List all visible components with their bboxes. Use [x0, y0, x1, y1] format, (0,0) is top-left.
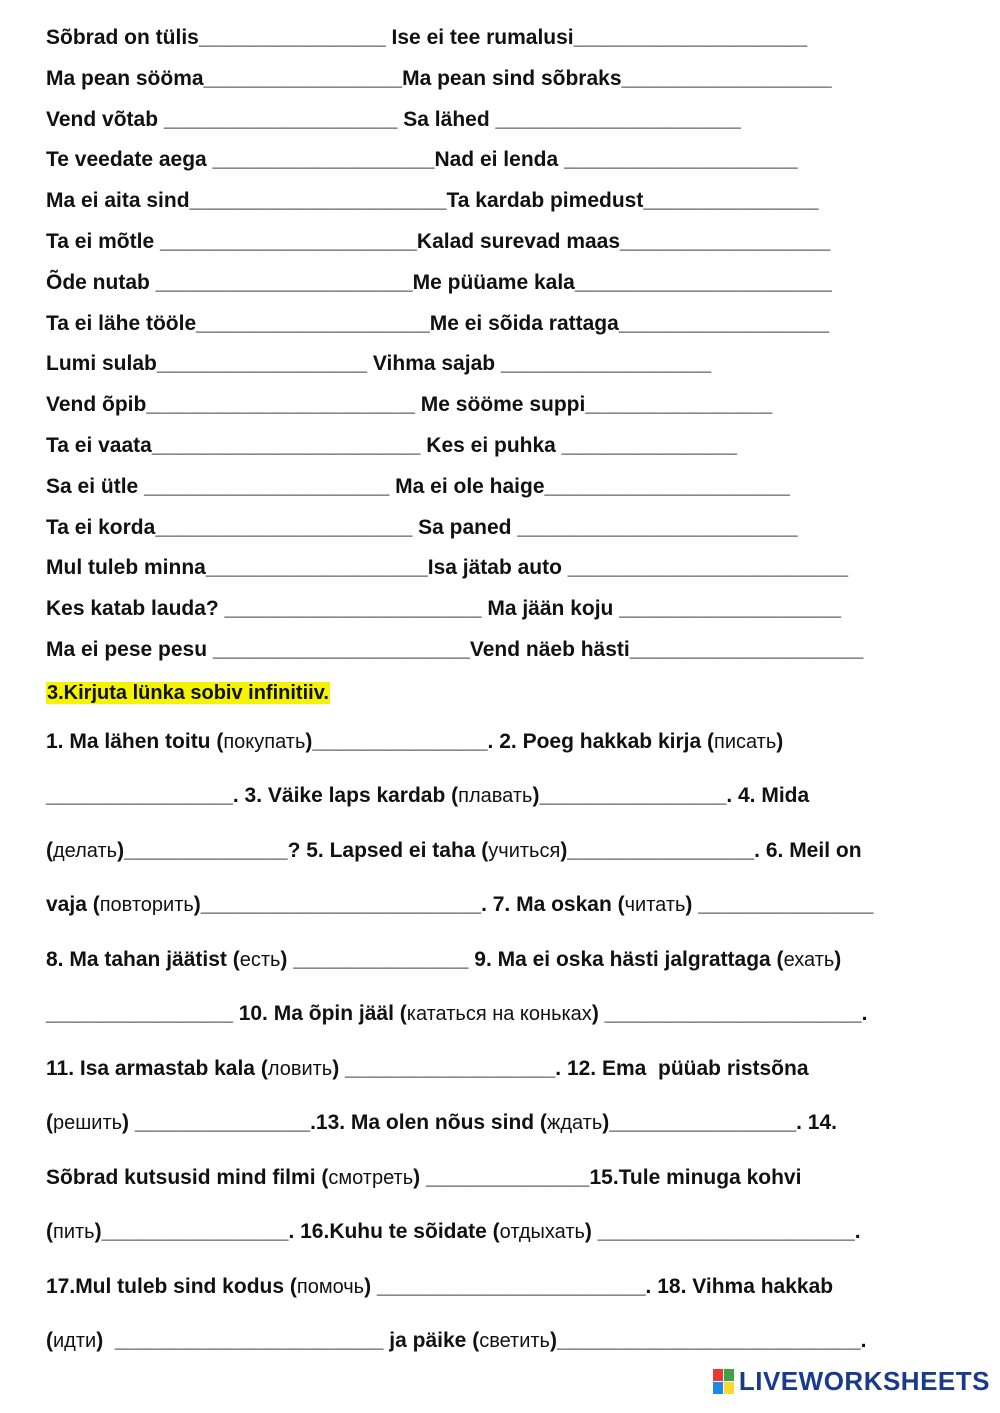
sentence-right[interactable]: Kalad surevad maas__________________: [416, 229, 831, 253]
logo-square: [713, 1369, 723, 1381]
exercise-line: [46, 1314, 966, 1369]
exercise-text[interactable]: )________________. 6. Meil on: [560, 838, 862, 862]
infinitive-exercise: [46, 715, 966, 1369]
logo-square: [724, 1382, 734, 1394]
russian-verb-hint: идти: [53, 1330, 97, 1353]
russian-verb-hint: ждать: [546, 1112, 603, 1135]
sentence-right[interactable]: Me sööme suppi________________: [420, 393, 773, 417]
exercise-text[interactable]: Sõbrad kutsusid mind filmi (: [46, 1165, 329, 1189]
russian-verb-hint: смотреть: [328, 1166, 414, 1189]
exercise-text[interactable]: (: [46, 1329, 53, 1353]
exercise-text[interactable]: ) _______________________. 18. Vihma hakkab: [364, 1274, 834, 1298]
russian-verb-hint: светить: [479, 1330, 550, 1353]
sentence-row: [46, 344, 966, 385]
exercise-text[interactable]: ) ______________________.: [591, 1002, 868, 1026]
exercise-text[interactable]: )_______________. 2. Poeg hakkab kirja (: [305, 729, 714, 753]
russian-verb-hint: плавать: [458, 785, 533, 808]
worksheet: [46, 18, 966, 1369]
exercise-text[interactable]: ) _______________ 9. Ma ei oska hästi jalgrattaga (: [280, 947, 784, 971]
sentence-row: [46, 385, 966, 426]
sentence-left[interactable]: Ma ei aita sind______________________: [46, 189, 447, 213]
sentence-right[interactable]: Me ei sõida rattaga__________________: [429, 311, 830, 335]
sentence-left[interactable]: Ma ei pese pesu ______________________: [46, 637, 470, 661]
exercise-text[interactable]: (: [46, 1111, 53, 1135]
russian-verb-hint: отдыхать: [499, 1221, 585, 1244]
exercise-text[interactable]: )________________. 14.: [602, 1111, 837, 1135]
sentence-right[interactable]: Nad ei lenda ____________________: [434, 148, 798, 172]
sentence-row: [46, 222, 966, 263]
exercise-text[interactable]: 1. Ma lähen toitu (: [46, 729, 224, 753]
russian-verb-hint: ловить: [267, 1057, 333, 1080]
russian-verb-hint: покупать: [223, 730, 306, 753]
sentence-row: [46, 630, 966, 671]
sentence-left[interactable]: Lumi sulab__________________: [46, 352, 373, 376]
russian-verb-hint: есть: [239, 948, 281, 971]
sentence-right[interactable]: Isa jätab auto ________________________: [427, 556, 849, 580]
sentence-left[interactable]: Te veedate aega ___________________: [46, 148, 435, 172]
sentence-right[interactable]: Ma jään koju ___________________: [487, 597, 842, 621]
sentence-left[interactable]: Õde nutab ______________________: [46, 270, 413, 294]
exercise-text[interactable]: ) ______________________.: [584, 1220, 861, 1244]
sentence-left[interactable]: Ta ei lähe tööle____________________: [46, 311, 430, 335]
exercise-line: [46, 1042, 966, 1097]
brand-name: LIVEWORKSHEETS: [738, 1366, 990, 1396]
exercise-line: [46, 824, 966, 879]
sentence-row: [46, 100, 966, 141]
exercise-line: [46, 1096, 966, 1151]
russian-verb-hint: решить: [53, 1112, 123, 1135]
exercise-text[interactable]: 17.Mul tuleb sind kodus (: [46, 1274, 297, 1298]
russian-verb-hint: учиться: [488, 839, 561, 862]
exercise-text[interactable]: )________________. 4. Mida: [532, 784, 810, 808]
exercise-text[interactable]: ): [776, 729, 784, 753]
sentence-row: [46, 18, 966, 59]
exercise-text[interactable]: )__________________________.: [549, 1329, 867, 1353]
sentence-right[interactable]: Ma pean sind sõbraks__________________: [402, 66, 832, 90]
exercise-line: [46, 1205, 966, 1260]
sentence-left[interactable]: Kes katab lauda? ______________________: [46, 597, 488, 621]
exercise-text[interactable]: vaja (: [46, 893, 100, 917]
exercise-line: [46, 715, 966, 770]
sentence-row: [46, 508, 966, 549]
sentence-pairs-section: [46, 18, 966, 671]
sentence-left[interactable]: Ta ei mõtle ______________________: [46, 229, 417, 253]
sentence-right[interactable]: Kes ei puhka _______________: [426, 433, 737, 457]
exercise-text[interactable]: ________________. 3. Väike laps kardab (: [46, 784, 459, 808]
sentence-row: [46, 140, 966, 181]
section-heading-row: [46, 671, 966, 715]
exercise-text[interactable]: ) __________________. 12. Ema püüab ristsõna: [332, 1056, 809, 1080]
russian-verb-hint: писать: [713, 730, 777, 753]
sentence-left[interactable]: Sõbrad on tülis________________: [46, 26, 392, 49]
exercise-line: [46, 878, 966, 933]
logo-square: [713, 1382, 723, 1394]
logo-square: [724, 1369, 734, 1381]
liveworksheets-logo-icon: [713, 1369, 735, 1395]
sentence-right[interactable]: Me püüame kala______________________: [412, 270, 832, 294]
russian-verb-hint: пить: [53, 1221, 95, 1244]
sentence-row: [46, 181, 966, 222]
sentence-left[interactable]: Ta ei korda______________________: [46, 515, 419, 539]
russian-verb-hint: повторить: [99, 894, 194, 917]
russian-verb-hint: помочь: [296, 1275, 365, 1298]
sentence-row: [46, 263, 966, 304]
footer-logo: [713, 1366, 990, 1397]
sentence-left[interactable]: Ma pean sööma_________________: [46, 66, 403, 90]
sentence-row: [46, 548, 966, 589]
sentence-row: [46, 426, 966, 467]
sentence-right[interactable]: Ise ei tee rumalusi____________________: [391, 26, 808, 49]
exercise-text[interactable]: (: [46, 838, 53, 862]
exercise-text[interactable]: )______________? 5. Lapsed ei taha (: [117, 838, 489, 862]
exercise-line: [46, 933, 966, 988]
exercise-line: [46, 987, 966, 1042]
sentence-row: [46, 304, 966, 345]
exercise-line: [46, 1260, 966, 1315]
russian-verb-hint: кататься на коньках: [406, 1003, 592, 1026]
exercise-text[interactable]: ________________ 10. Ma õpin jääl (: [46, 1002, 407, 1026]
sentence-right[interactable]: Ma ei ole haige_____________________: [395, 474, 790, 498]
sentence-right[interactable]: Ta kardab pimedust_______________: [446, 189, 819, 213]
russian-verb-hint: читать: [624, 894, 686, 917]
sentence-right[interactable]: Vend näeb hästi____________________: [469, 637, 864, 661]
exercise-text[interactable]: )________________. 16.Kuhu te sõidate (: [94, 1220, 500, 1244]
exercise-text[interactable]: ) _______________________ ja päike (: [96, 1329, 480, 1353]
exercise-text[interactable]: (: [46, 1220, 53, 1244]
sentence-right[interactable]: Sa lähed _____________________: [403, 107, 741, 131]
sentence-right[interactable]: Vihma sajab __________________: [372, 352, 712, 376]
exercise-line: [46, 769, 966, 824]
russian-verb-hint: делать: [53, 839, 118, 862]
sentence-right[interactable]: Sa paned ________________________: [418, 515, 798, 539]
exercise-text[interactable]: 8. Ma tahan jäätist (: [46, 947, 240, 971]
sentence-left[interactable]: Mul tuleb minna___________________: [46, 556, 428, 580]
exercise-text[interactable]: ) _______________.13. Ma olen nõus sind (: [122, 1111, 547, 1135]
sentence-row: [46, 467, 966, 508]
section-heading: 3.Kirjuta lünka sobiv infinitiiv.: [47, 681, 329, 704]
exercise-text[interactable]: ) ______________15.Tule minuga kohvi: [413, 1165, 802, 1189]
sentence-row: [46, 59, 966, 100]
sentence-left[interactable]: Sa ei ütle _____________________: [46, 474, 396, 498]
sentence-left[interactable]: Vend võtab ____________________: [46, 107, 404, 131]
sentence-left[interactable]: Vend õpib_______________________: [46, 393, 421, 417]
exercise-line: [46, 1151, 966, 1206]
russian-verb-hint: ехать: [783, 948, 835, 971]
exercise-text[interactable]: )________________________. 7. Ma oskan (: [193, 893, 625, 917]
exercise-text[interactable]: ) _______________: [685, 893, 874, 917]
sentence-left[interactable]: Ta ei vaata_______________________: [46, 433, 427, 457]
sentence-row: [46, 589, 966, 630]
exercise-text[interactable]: 11. Isa armastab kala (: [46, 1056, 268, 1080]
exercise-text[interactable]: ): [834, 947, 842, 971]
